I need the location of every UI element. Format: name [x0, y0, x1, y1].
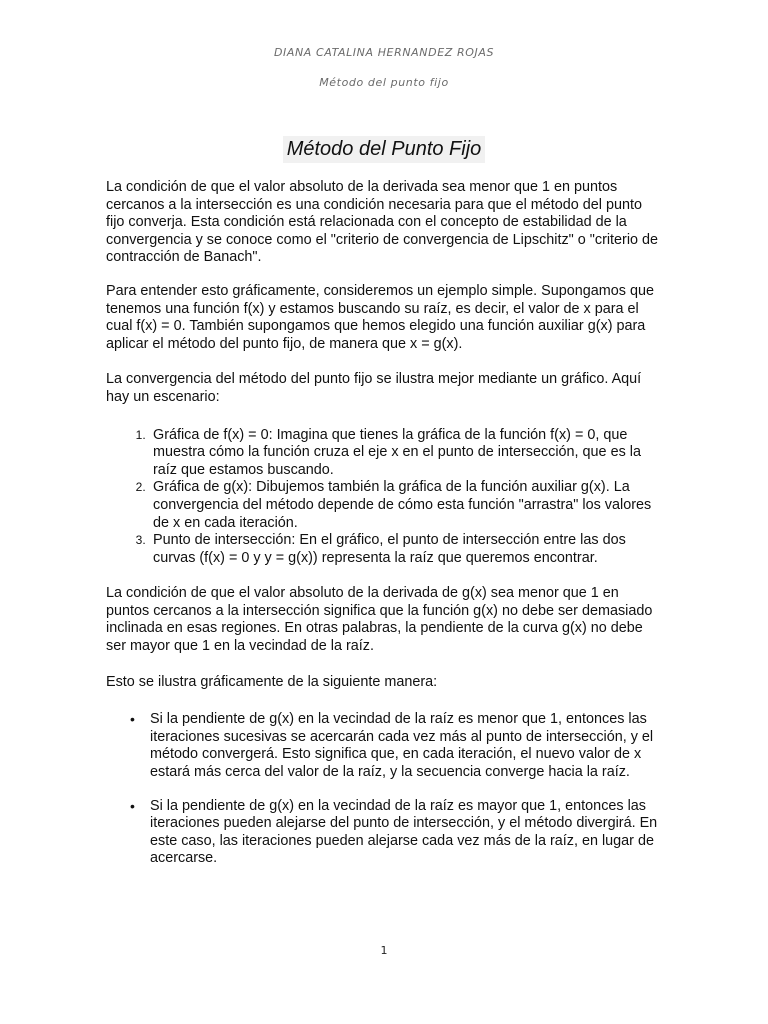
paragraph-4: La condición de que el valor absoluto de la derivada de g(x) sea menor que 1 en puntos cercanos a la intersección significa que la función g(x) no debe ser demasiado inclinada en esas regiones. En otras palabras, la pendiente de la curva g(x) no debe ser mayor que 1 en la vecindad de la raíz.	[106, 585, 653, 655]
page-number: 1	[380, 944, 388, 957]
numbered-list	[106, 427, 662, 568]
page-title: Método del Punto Fijo	[283, 136, 486, 163]
paragraph-3: La convergencia del método del punto fijo se ilustra mejor mediante un gráfico. Aquí hay un escenario:	[106, 371, 642, 405]
title-container	[0, 136, 768, 163]
bullet-text: Si la pendiente de g(x) en la vecindad de la raíz es menor que 1, entonces las iteraciones sucesivas se acercarán cada vez más al punto de intersección, y el método convergerá. Esto significa que, en cada iteración, el nuevo valor de x estará más cerca del valor de la raíz, y la secuencia converge hacia la raíz.	[150, 711, 654, 781]
list-item: 3. Punto de intersección: En el gráfico, el punto de intersección entre las dos curvas (f(x) = 0 y y = g(x)) representa la raíz que queremos encontrar.	[149, 532, 662, 567]
bullet-list	[106, 711, 662, 868]
bullet-icon: •	[130, 711, 135, 728]
paragraph-1: La condición de que el valor absoluto de la derivada sea menor que 1 en puntos cercanos a la intersección es una condición necesaria para que el método del punto fijo converja. Esta condición está relacionada con el concepto de estabilidad de la convergencia y se conoce como el "criterio de convergencia de Lipschitz" o "criterio de contracción de Banach".	[106, 179, 659, 266]
bullet-text: Si la pendiente de g(x) en la vecindad de la raíz es mayor que 1, entonces las iteraciones pueden alejarse del punto de intersección, y el método divergirá. En este caso, las iteraciones pueden alejarse cada vez más de la raíz, en lugar de acercarse.	[150, 797, 658, 867]
bullet-item	[130, 711, 662, 781]
list-item: 1. Gráfica de f(x) = 0: Imagina que tienes la gráfica de la función f(x) = 0, que muestra cómo la función cruza el eje x en el punto de intersección, que es la raíz que estamos buscando.	[149, 427, 662, 480]
header-author: DIANA CATALINA HERNANDEZ ROJAS	[273, 46, 495, 59]
header-subtitle: Método del punto fijo	[319, 76, 449, 89]
document-body	[106, 179, 662, 868]
paragraph-2: Para entender esto gráficamente, consideremos un ejemplo simple. Supongamos que tenemos una función f(x) y estamos buscando su raíz, es decir, el valor de x para el cual f(x) = 0. También supongamos que hemos elegido una función auxiliar g(x) para aplicar el método del punto fijo, de manera que x = g(x).	[106, 282, 654, 352]
list-item: 2. Gráfica de g(x): Dibujemos también la gráfica de la función auxiliar g(x). La convergencia del método depende de cómo esta función "arrastra" los valores de x en cada iteración.	[149, 479, 662, 532]
bullet-icon: •	[130, 797, 135, 814]
bullet-item	[130, 797, 662, 868]
paragraph-5: Esto se ilustra gráficamente de la siguiente manera:	[106, 673, 438, 690]
